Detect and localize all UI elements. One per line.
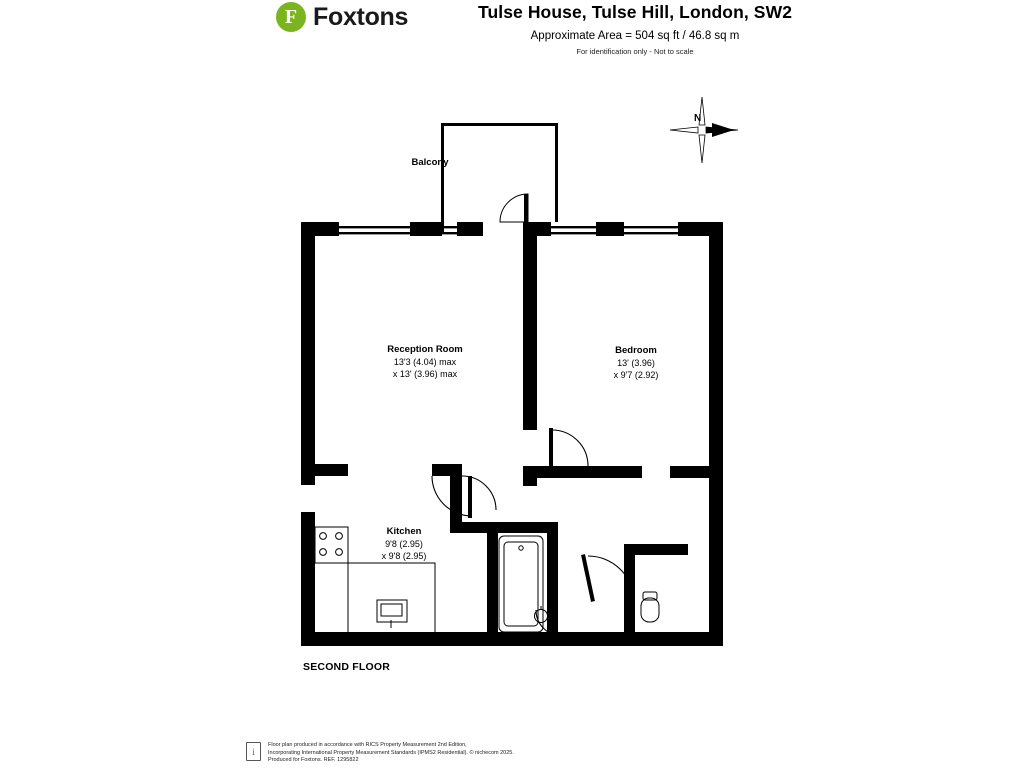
- room-label-bedroom: Bedroom 13' (3.96) x 9'7 (2.92): [613, 345, 659, 380]
- logo-letter: F: [284, 6, 298, 28]
- room-label-balcony: Balcony: [411, 157, 449, 168]
- compass-north-label: N: [694, 113, 702, 124]
- identification-note: For identification only - Not to scale: [576, 47, 694, 56]
- page-title: Tulse House, Tulse Hill, London, SW2: [477, 2, 793, 22]
- room-label-reception-room: Reception Room 13'3 (4.04) max x 13' (3.96) max: [387, 344, 463, 379]
- room-label-kitchen: Kitchen 9'8 (2.95) x 9'8 (2.95): [381, 526, 427, 561]
- approximate-area: Approximate Area = 504 sq ft / 46.8 sq m: [530, 30, 740, 42]
- info-icon: i: [246, 742, 261, 761]
- brand-name: Foxtons: [313, 2, 409, 31]
- footer-disclaimer: [246, 742, 514, 765]
- floor-level-title: SECOND FLOOR: [303, 661, 390, 673]
- footer-text: Floor plan produced in accordance with RICS Property Measurement 2nd Edition, Incorporating International Property Measurement Standards (IPMS2 Residential). © nichecom 2025. Produced for Foxtons. REF. 1295822: [268, 742, 514, 763]
